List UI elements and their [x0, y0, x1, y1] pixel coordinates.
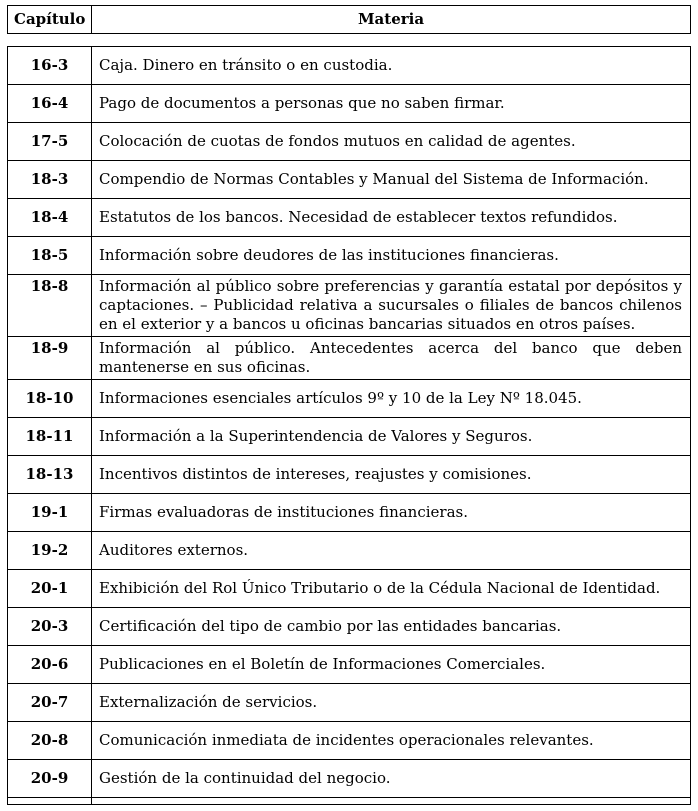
chapter-column-header: Capítulo	[8, 6, 92, 34]
materia-cell: Pago de documentos a personas que no saben firmar.	[92, 85, 691, 123]
materia-cell: Firmas evaluadoras de instituciones financieras.	[92, 494, 691, 532]
table-row	[8, 85, 691, 123]
table-row	[8, 646, 691, 684]
table-row	[8, 722, 691, 760]
chapters-table	[7, 46, 691, 805]
chapter-cell: 18-13	[8, 456, 92, 494]
materia-cell: Publicaciones en el Boletín de Informaciones Comerciales.	[92, 646, 691, 684]
materia-cell	[92, 798, 691, 805]
table-row	[8, 337, 691, 380]
materia-cell: Caja. Dinero en tránsito o en custodia.	[92, 47, 691, 85]
materia-cell: Información a la Superintendencia de Valores y Seguros.	[92, 418, 691, 456]
chapter-cell: 18-4	[8, 199, 92, 237]
chapter-cell: 20-6	[8, 646, 92, 684]
chapter-cell: 20-1	[8, 570, 92, 608]
materia-column-header: Materia	[92, 6, 691, 34]
chapter-cell: 20-7	[8, 684, 92, 722]
materia-cell: Información sobre deudores de las instituciones financieras.	[92, 237, 691, 275]
table-row	[8, 418, 691, 456]
table-row	[8, 570, 691, 608]
chapter-cell: 16-3	[8, 47, 92, 85]
table-row	[8, 161, 691, 199]
chapter-cell: 18-5	[8, 237, 92, 275]
materia-cell: Información al público. Antecedentes acerca del banco que deben mantenerse en sus oficinas.	[92, 337, 691, 380]
table-row	[8, 684, 691, 722]
chapter-cell: 18-11	[8, 418, 92, 456]
chapter-cell: 19-1	[8, 494, 92, 532]
materia-cell: Certificación del tipo de cambio por las entidades bancarias.	[92, 608, 691, 646]
chapters-tbody	[8, 47, 691, 805]
chapter-cell: 18-3	[8, 161, 92, 199]
table-row	[8, 123, 691, 161]
chapter-cell: 16-4	[8, 85, 92, 123]
table-row	[8, 532, 691, 570]
chapter-cell: 18-8	[8, 275, 92, 337]
table-row	[8, 494, 691, 532]
chapter-cell: 18-10	[8, 380, 92, 418]
table-row	[8, 275, 691, 337]
table-row	[8, 47, 691, 85]
table-row	[8, 760, 691, 798]
chapter-cell: 17-5	[8, 123, 92, 161]
materia-cell: Gestión de la continuidad del negocio.	[92, 760, 691, 798]
chapter-cell: 20-9	[8, 760, 92, 798]
materia-cell: Compendio de Normas Contables y Manual del Sistema de Información.	[92, 161, 691, 199]
table-row	[8, 798, 691, 805]
chapter-cell	[8, 798, 92, 805]
table-row	[8, 456, 691, 494]
chapter-cell: 19-2	[8, 532, 92, 570]
header-row	[8, 6, 691, 34]
table-header	[7, 5, 691, 34]
table-row	[8, 237, 691, 275]
materia-cell: Incentivos distintos de intereses, reajustes y comisiones.	[92, 456, 691, 494]
materia-cell: Exhibición del Rol Único Tributario o de la Cédula Nacional de Identidad.	[92, 570, 691, 608]
table-row	[8, 608, 691, 646]
table-row	[8, 380, 691, 418]
materia-cell: Estatutos de los bancos. Necesidad de establecer textos refundidos.	[92, 199, 691, 237]
materia-cell: Colocación de cuotas de fondos mutuos en calidad de agentes.	[92, 123, 691, 161]
chapter-cell: 18-9	[8, 337, 92, 380]
materia-cell: Informaciones esenciales artículos 9º y 10 de la Ley Nº 18.045.	[92, 380, 691, 418]
materia-cell: Auditores externos.	[92, 532, 691, 570]
chapter-cell: 20-3	[8, 608, 92, 646]
materia-cell: Comunicación inmediata de incidentes operacionales relevantes.	[92, 722, 691, 760]
chapter-cell: 20-8	[8, 722, 92, 760]
materia-cell: Externalización de servicios.	[92, 684, 691, 722]
table-row	[8, 199, 691, 237]
materia-cell: Información al público sobre preferencias y garantía estatal por depósitos y captaciones. – Publicidad relativa a sucursales o filiales de bancos chilenos en el exterior y a bancos u oficinas bancarias situados en otros países.	[92, 275, 691, 337]
